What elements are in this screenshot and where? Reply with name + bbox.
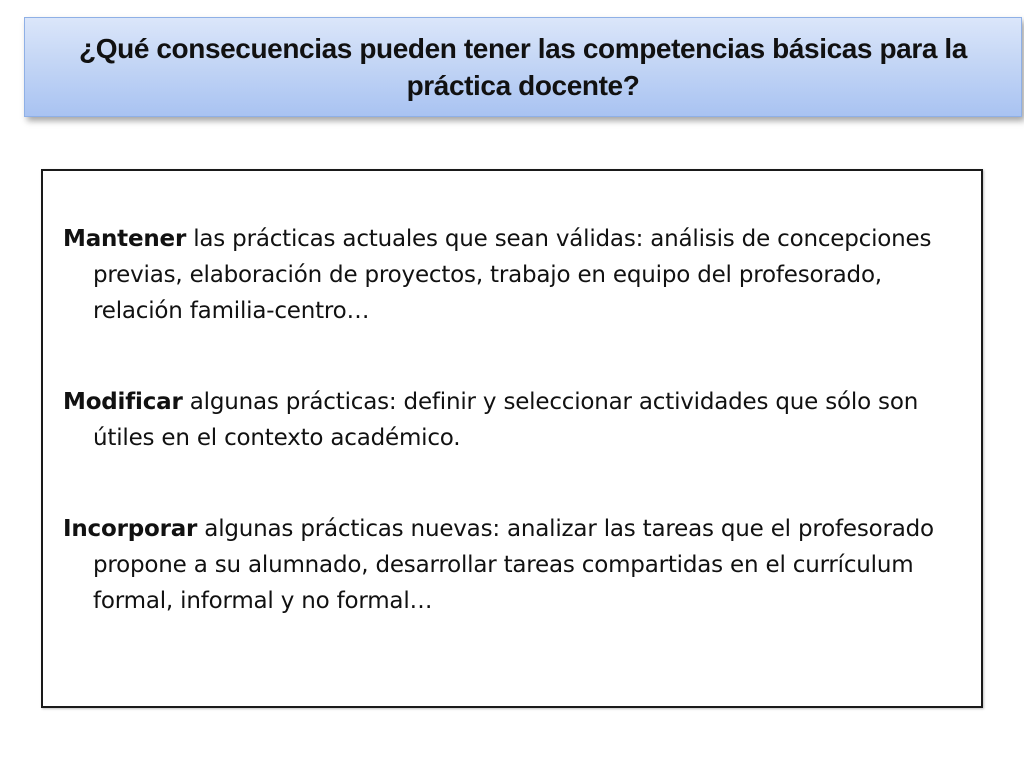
list-item-mantener: [63, 221, 963, 329]
item-text: algunas prácticas nuevas: analizar las tareas que el profesorado propone a su alumnado, desarrollar tareas compartidas en el currículum formal, informal y no formal…: [93, 516, 934, 614]
list-item-modificar: [63, 384, 963, 456]
slide-title: ¿Qué consecuencias pueden tener las competencias básicas para la práctica docente?: [79, 33, 967, 101]
list-item-incorporar: [63, 511, 963, 619]
item-keyword: Modificar: [63, 389, 183, 415]
item-text: algunas prácticas: definir y seleccionar actividades que sólo son útiles en el contexto académico.: [93, 389, 919, 451]
content-box: [41, 169, 983, 708]
item-keyword: Mantener: [63, 226, 187, 252]
practice-list: [63, 221, 963, 674]
item-keyword: Incorporar: [63, 516, 198, 542]
slide-title-banner: [24, 17, 1022, 117]
item-text: las prácticas actuales que sean válidas: análisis de concepciones previas, elaboración de proyectos, trabajo en equipo del profesorado, relación familia-centro…: [93, 226, 932, 324]
